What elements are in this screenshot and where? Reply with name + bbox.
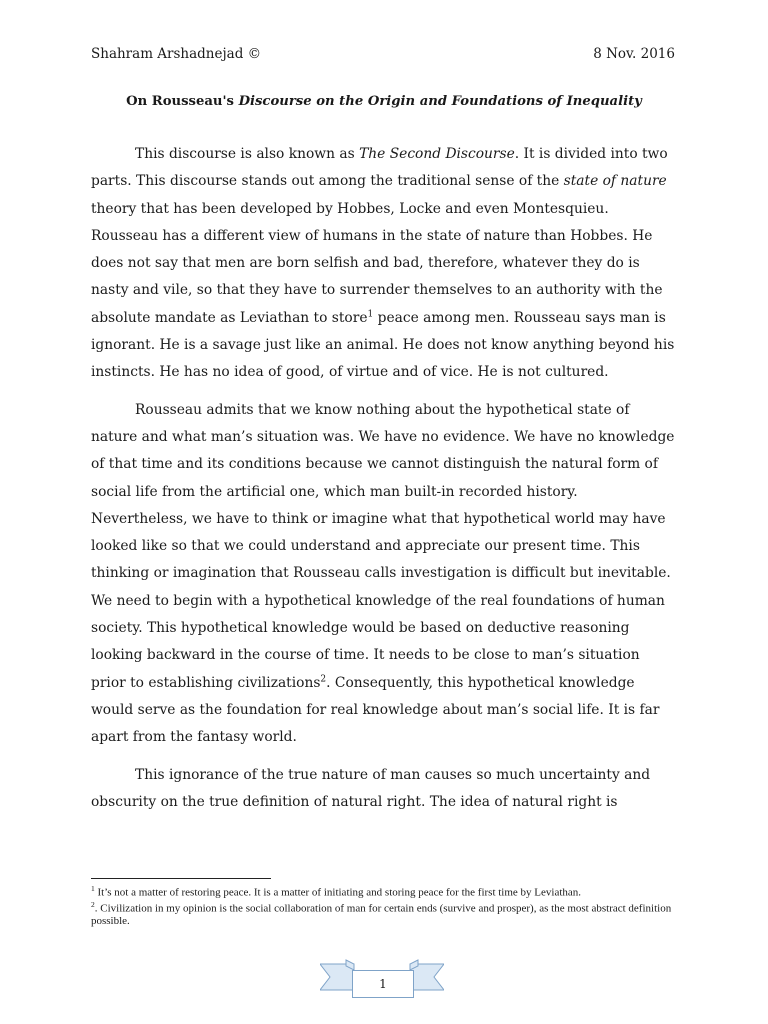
p2-text-1: Rousseau admits that we know nothing about the hypothetical state of nature and what man’s situation was. We have no evidence. We have no knowledge of that time and its conditions because we cannot distinguish the natural form of social life from the artificial one, which man built-in recorded history. Nevertheless, we have to think or imagine what that hypothetical world may have looked like so that we could understand and appreciate our present time. This thinking or imagination that Rousseau calls investigation is difficult but inevitable. We need to begin with a hypothetical knowledge of the real foundations of human society. This hypothetical knowledge would be based on deductive reasoning looking backward in the course of time. It needs to be close to man’s situation prior to establishing civilizations (91, 401, 675, 691)
title-italic: Discourse on the Origin and Foundations of Inequality (238, 94, 642, 109)
footnote-ref-2[interactable]: 2 (320, 674, 327, 685)
header-date: 8 Nov. 2016 (593, 46, 675, 62)
p1-text-4: peace among men. Rousseau says man is ignorant. He is a savage just like an animal. He does not know anything beyond his instincts. He has no idea of good, of virtue and of vice. He is not cultured. (91, 309, 675, 381)
footnote-1-mark: 1 (91, 884, 95, 893)
footnote-divider (91, 878, 271, 879)
title-prefix: On Rousseau's (126, 94, 239, 109)
footnote-ref-1[interactable]: 1 (367, 309, 374, 320)
p1-text-3: theory that has been developed by Hobbes, Locke and even Montesquieu. Rousseau has a different view of humans in the state of nature than Hobbes. He does not say that men are born selfish and bad, therefore, whatever they do is nasty and vile, so that they have to surrender themselves to an authority with the absolute mandate as Leviathan to store (91, 200, 663, 326)
footnote-2 (91, 899, 677, 928)
paragraph-2 (91, 397, 677, 752)
body-text (91, 141, 677, 826)
footnotes (91, 883, 677, 928)
document-title (91, 94, 677, 109)
footnote-2-text: . Civilization in my opinion is the social collaboration of man for certain ends (survive and prosper), as the most abstract definition possible. (91, 902, 672, 928)
footnote-1-text: It’s not a matter of restoring peace. It is a matter of initiating and storing peace for the first time by Leviathan. (94, 886, 582, 899)
footnote-2-mark: 2 (91, 900, 95, 910)
p1-italic-2: state of nature (563, 173, 667, 190)
paragraph-3 (91, 762, 677, 817)
paragraph-1 (91, 141, 677, 387)
p1-text-2: . It is divided into two parts. This discourse stands out among the traditional sense of the (91, 146, 668, 190)
footnote-1 (91, 883, 677, 899)
p2-text-2: . Consequently, this hypothetical knowledge would serve as the foundation for real knowledge about man’s social life. It is far apart from the fantasy world. (91, 674, 660, 746)
p1-text-1: This discourse is also known as (135, 146, 360, 162)
header-author: Shahram Arshadnejad © (91, 46, 262, 62)
page-number-ribbon (320, 958, 444, 1000)
page-header (91, 46, 677, 68)
p1-italic-1: The Second Discourse (359, 146, 515, 162)
p3-text-1: This ignorance of the true nature of man causes so much uncertainty and obscurity on the true definition of natural right. The idea of natural right is (91, 766, 651, 810)
page-number: 1 (352, 970, 414, 998)
